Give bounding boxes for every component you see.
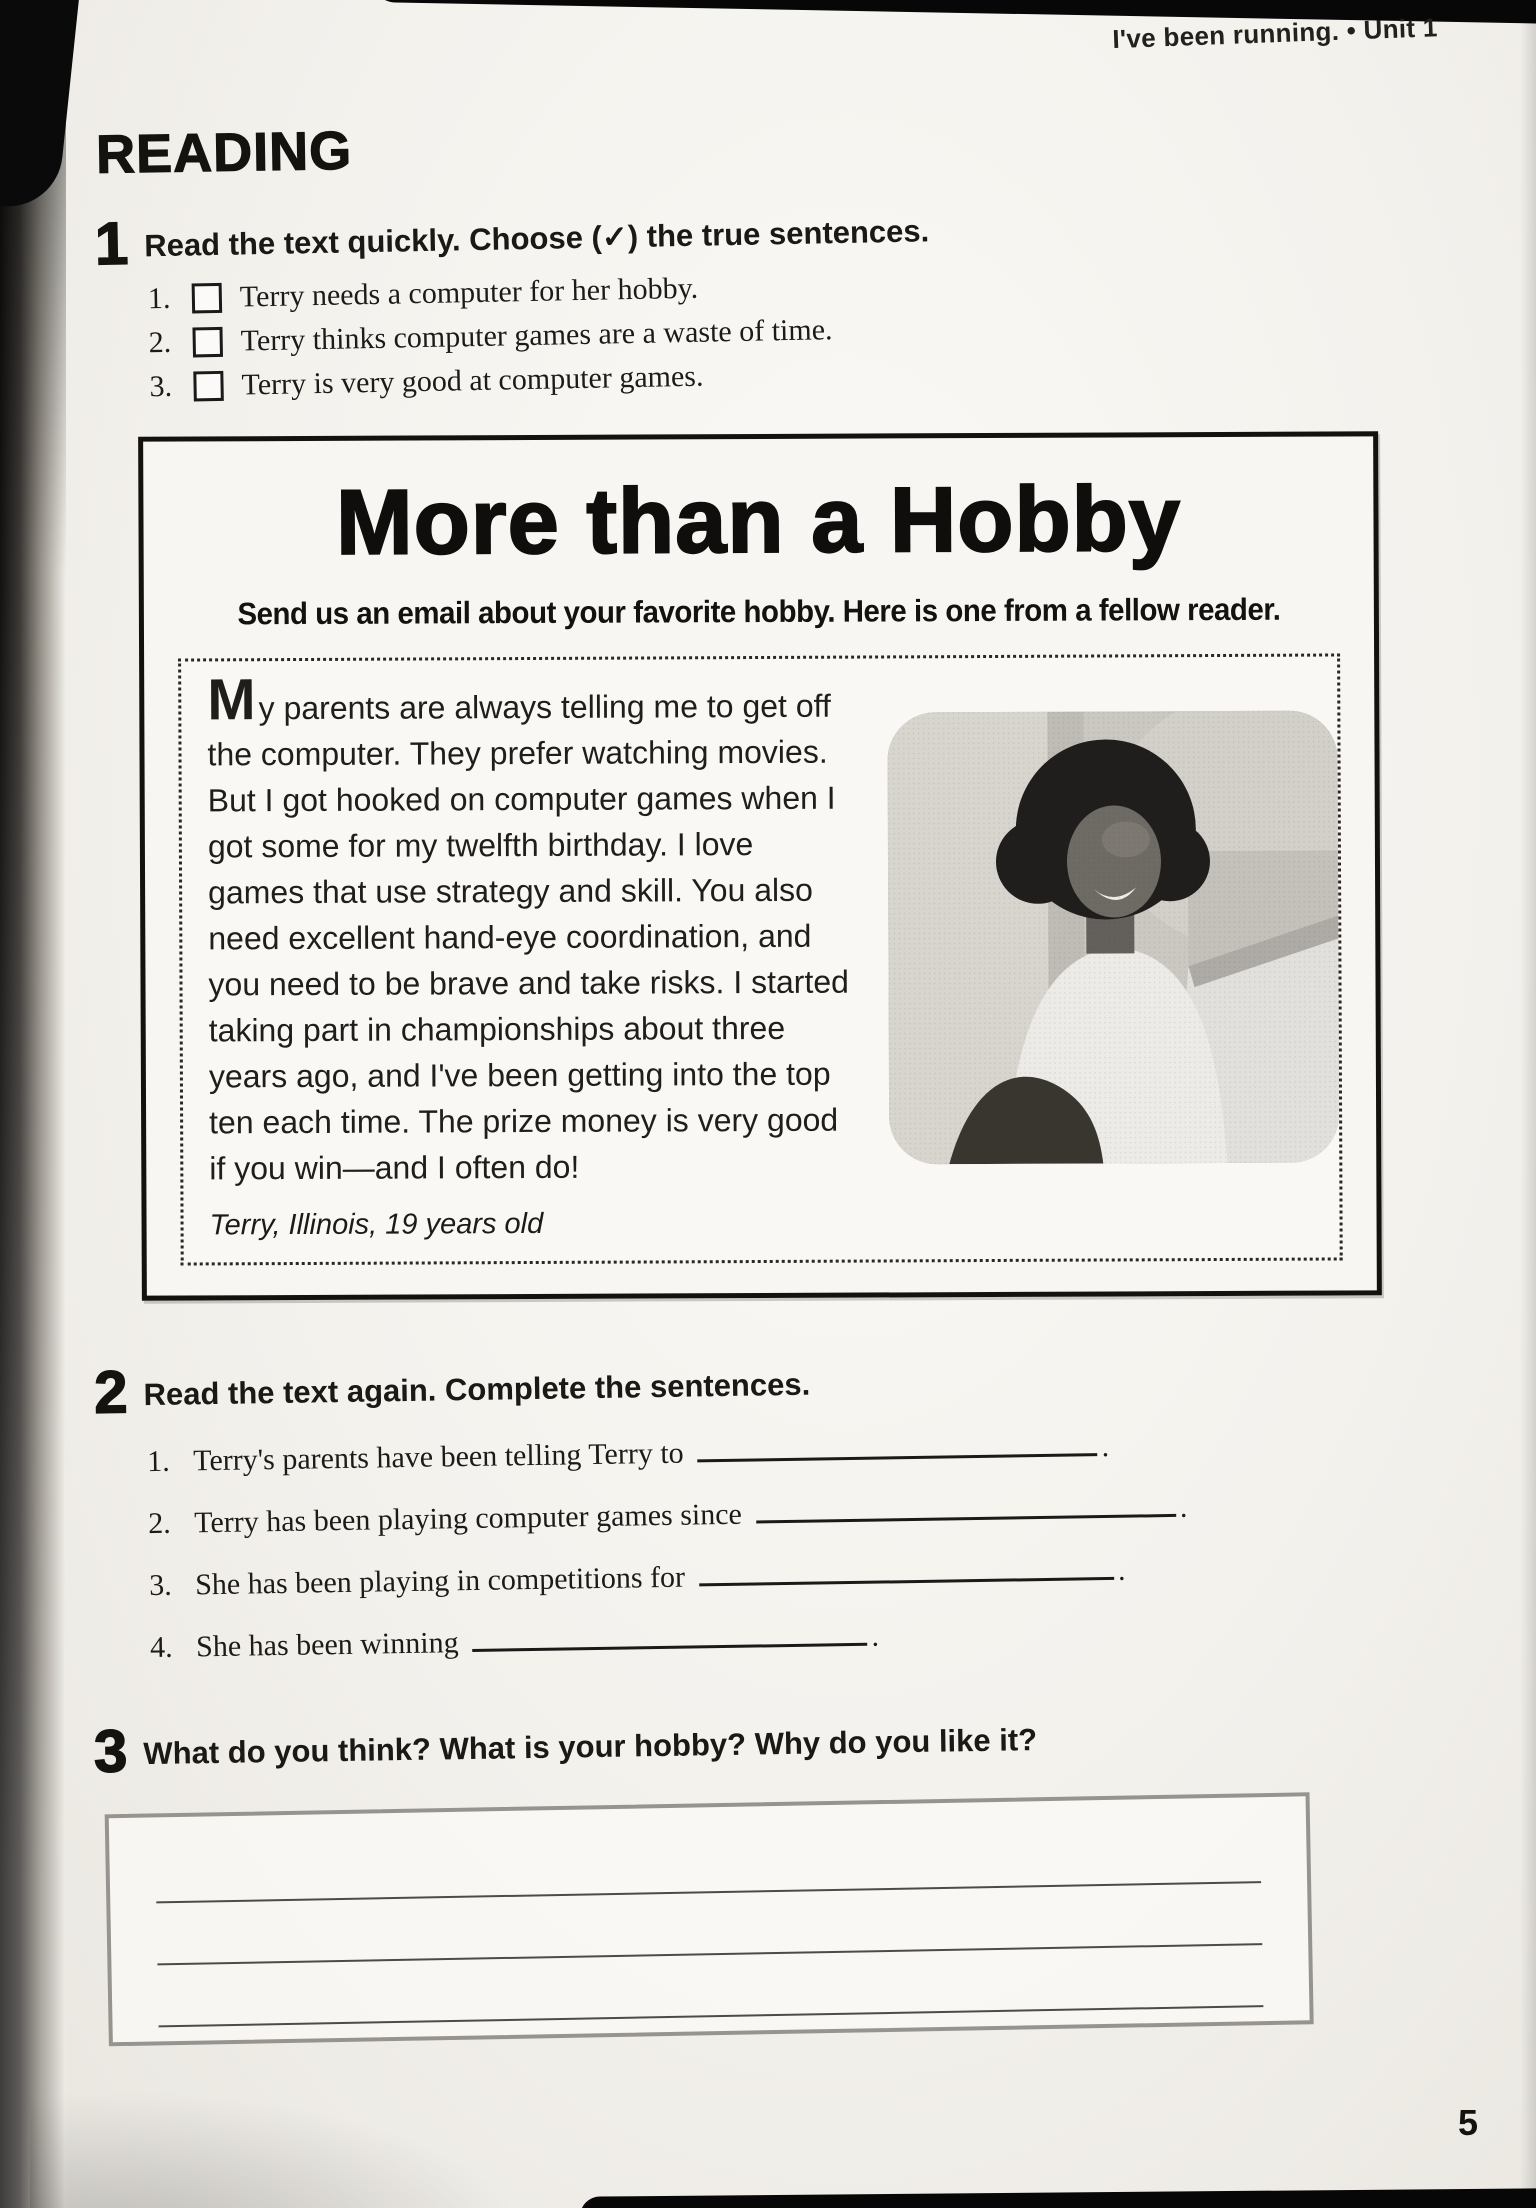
row-number: 1.	[146, 1444, 170, 1479]
answer-blank-3[interactable]	[699, 1554, 1114, 1587]
row-number: 4.	[149, 1630, 173, 1665]
unit-header-label: I've been running. • Unit 1	[1111, 12, 1439, 55]
book-spine-shadow	[0, 0, 66, 2208]
scan-edge-bottom	[580, 2187, 1536, 2208]
answer-blank-2[interactable]	[756, 1491, 1176, 1524]
answer-box[interactable]	[105, 1792, 1314, 2046]
row-number: 3.	[148, 1568, 172, 1603]
exercise-1-header	[94, 192, 1481, 278]
row-text: Terry is very good at computer games.	[241, 359, 704, 402]
letter-signature: Terry, Illinois, 19 years old	[209, 1207, 544, 1242]
exercise-1-number: 1	[94, 209, 129, 278]
answer-blank-1[interactable]	[697, 1430, 1097, 1462]
exercise-3-header	[93, 1704, 1481, 1785]
row-text: She has been playing in competitions for	[194, 1560, 686, 1602]
checkbox-2[interactable]	[192, 327, 223, 358]
row-number: 1.	[147, 281, 171, 316]
row-number: 3.	[149, 369, 173, 404]
complete-sentence-row	[150, 1610, 1484, 1665]
unit-header	[96, 11, 1482, 93]
reading-title: More than a Hobby	[335, 468, 1182, 574]
exercise-1-instruction: Read the text quickly. Choose (✓) the true sentences.	[143, 213, 930, 264]
exercise-3-number: 3	[93, 1717, 128, 1785]
checkbox-3[interactable]	[193, 371, 224, 402]
row-number: 2.	[147, 1506, 171, 1541]
photo-woman-at-laptop	[887, 710, 1339, 1164]
exercise-2	[94, 1345, 1485, 1666]
reading-card	[138, 431, 1382, 1300]
scan-edge-top-left	[0, 0, 83, 212]
complete-sentence-row	[147, 1424, 1481, 1479]
row-number: 2.	[148, 325, 172, 360]
answer-blank-4[interactable]	[472, 1620, 867, 1652]
exercise-2-items	[147, 1424, 1484, 1665]
exercise-3	[94, 1704, 1485, 2045]
complete-sentence-row	[149, 1548, 1483, 1603]
letter-body	[207, 667, 859, 1192]
scan-edge-right	[1520, 0, 1536, 2208]
row-text: Terry needs a computer for her hobby.	[239, 271, 699, 314]
row-text: Terry has been playing computer games since	[193, 1497, 743, 1540]
reader-letter	[178, 653, 1343, 1265]
row-text: Terry thinks computer games are a waste of time.	[240, 313, 833, 358]
page-number: 5	[1457, 2102, 1478, 2143]
checkbox-1[interactable]	[192, 283, 223, 314]
exercise-2-header	[93, 1345, 1481, 1426]
reading-subtitle: Send us an email about your favorite hobby. Here is one from a fellow reader.	[237, 591, 1281, 632]
page-curl-shadow	[30, 2068, 590, 2208]
sentence-period: .	[871, 1619, 880, 1653]
exercise-1	[94, 192, 1483, 406]
drop-cap: M	[207, 667, 256, 733]
letter-body-text: y parents are always telling me to get off the computer. They prefer watching movies. But I got hooked on computer games when I got some for my twelfth birthday. I love games that use strategy and skill. You also need excellent hand-eye coordination, and you need to be brave and take risks. I started taking part in championships about three years ago, and I've been getting into the top ten each time. The prize money is very good if you win—and I often do!	[207, 687, 849, 1187]
section-title: READING	[95, 120, 353, 185]
exercise-2-instruction: Read the text again. Complete the sentences.	[143, 1366, 811, 1413]
letter-text-column	[207, 667, 859, 1243]
exercise-2-number: 2	[93, 1358, 129, 1426]
sentence-period: .	[1101, 1429, 1110, 1464]
exercise-3-instruction: What do you think? What is your hobby? Why do you like it?	[143, 1722, 1038, 1772]
sentence-period: .	[1117, 1553, 1126, 1587]
row-text: Terry's parents have been telling Terry to	[192, 1436, 684, 1478]
sentence-period: .	[1179, 1490, 1188, 1524]
page-content	[93, 12, 1482, 2034]
exercise-1-items	[148, 257, 1484, 405]
row-text: She has been winning	[195, 1626, 459, 1664]
complete-sentence-row	[148, 1486, 1482, 1541]
